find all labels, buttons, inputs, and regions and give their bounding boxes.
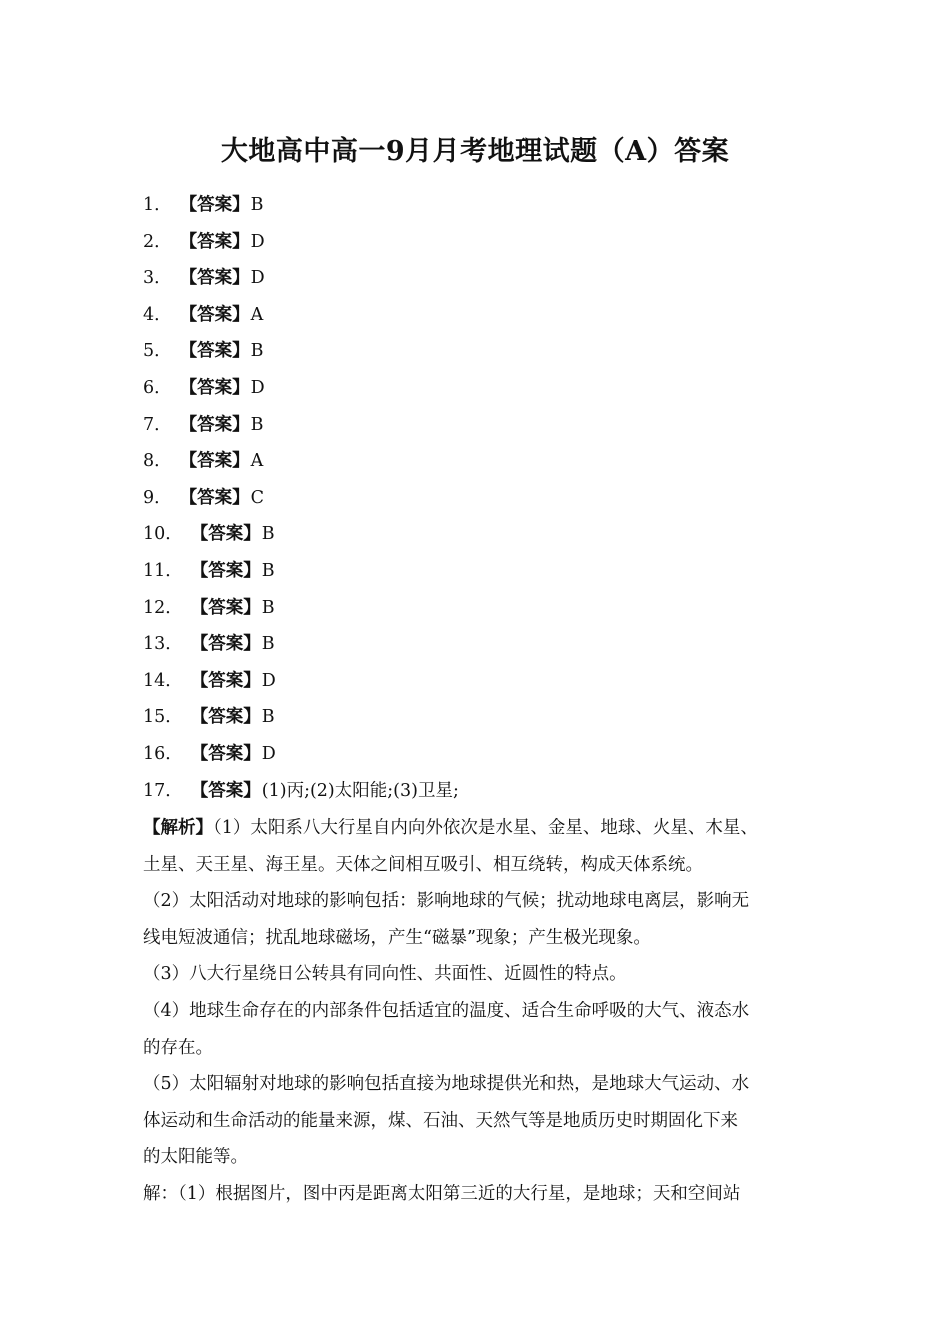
answer-list	[143, 190, 843, 812]
answer-tag: 【答案】	[190, 634, 261, 655]
analysis-line: 土星、天王星、海王星。天体之间相互吸引、相互绕转，构成天体系统。	[143, 854, 703, 875]
answer-tag: 【答案】	[179, 377, 250, 398]
answer-item	[143, 410, 843, 447]
answer-number: 3．	[143, 268, 172, 289]
answer-value: B	[261, 524, 275, 545]
answer-item	[143, 227, 843, 264]
answer-value: D	[250, 377, 265, 398]
answer-value: D	[250, 231, 265, 252]
answer-tag: 【答案】	[190, 707, 261, 728]
answer-number: 15．	[143, 707, 183, 728]
answer-value: (1)丙;(2)太阳能;(3)卫星;	[261, 780, 459, 801]
answer-value: D	[261, 670, 276, 691]
answer-value: A	[250, 451, 264, 472]
answer-number: 13．	[143, 634, 183, 655]
answer-tag: 【答案】	[190, 780, 261, 801]
analysis-line: （4）地球生命存在的内部条件包括适宜的温度、适合生命呼吸的大气、液态水	[143, 1000, 750, 1021]
answer-value: B	[261, 560, 275, 581]
answer-value: A	[250, 304, 264, 325]
analysis-line: 的存在。	[143, 1037, 213, 1058]
analysis-tag: 【解析】	[143, 818, 213, 838]
analysis-line: 体运动和生命活动的能量来源，煤、石油、天然气等是地质历史时期固化下来	[143, 1110, 738, 1131]
answer-value: C	[250, 487, 265, 508]
analysis-paragraph-4	[143, 993, 823, 1066]
answer-item	[143, 483, 843, 520]
answer-number: 4．	[143, 304, 172, 325]
analysis-paragraph-3	[143, 956, 823, 993]
answer-item	[143, 263, 843, 300]
answer-number: 5．	[143, 341, 172, 362]
answer-item	[143, 666, 843, 703]
answer-tag: 【答案】	[190, 560, 261, 581]
answer-tag: 【答案】	[179, 451, 250, 472]
answer-value: B	[261, 597, 275, 618]
answer-number: 6．	[143, 377, 172, 398]
answer-item	[143, 373, 843, 410]
answer-item	[143, 556, 843, 593]
analysis-line: （3）八大行星绕日公转具有同向性、共面性、近圆性的特点。	[143, 964, 627, 985]
analysis-line: （2）太阳活动对地球的影响包括：影响地球的气候；扰动地球电离层，影响无	[143, 891, 750, 912]
answer-tag: 【答案】	[179, 487, 250, 508]
answer-tag: 【答案】	[190, 597, 261, 618]
analysis-line	[143, 810, 823, 847]
answer-item	[143, 336, 843, 373]
solution-line: 解：（1）根据图片，图中丙是距离太阳第三近的大行星，是地球；天和空间站	[143, 1183, 741, 1204]
answer-number: 2．	[143, 231, 172, 252]
answer-item	[143, 776, 843, 813]
answer-item	[143, 300, 843, 337]
answer-tag: 【答案】	[190, 524, 261, 545]
answer-tag: 【答案】	[179, 231, 250, 252]
answer-value: B	[250, 341, 264, 362]
answer-number: 9．	[143, 487, 172, 508]
answer-value: D	[250, 268, 265, 289]
analysis-line: 线电短波通信；扰乱地球磁场，产生“磁暴”现象；产生极光现象。	[143, 927, 651, 948]
answer-value: D	[261, 743, 276, 764]
solution-paragraph	[143, 1176, 823, 1213]
answer-tag: 【答案】	[179, 195, 250, 215]
answer-item	[143, 702, 843, 739]
answer-tag: 【答案】	[190, 743, 261, 764]
answer-number: 7．	[143, 414, 172, 435]
analysis-paragraph-2	[143, 883, 823, 956]
analysis-paragraph-5	[143, 1066, 823, 1176]
analysis-line: 的太阳能等。	[143, 1147, 248, 1168]
answer-value: B	[261, 707, 275, 728]
answer-value: B	[250, 414, 264, 435]
answer-number: 8．	[143, 451, 172, 472]
answer-value: B	[261, 634, 275, 655]
answer-number: 14．	[143, 670, 183, 691]
answer-number: 16．	[143, 743, 183, 764]
answer-tag: 【答案】	[179, 341, 250, 362]
answer-number: 1．	[143, 195, 172, 215]
answer-value: B	[250, 195, 264, 215]
answer-tag: 【答案】	[179, 304, 250, 325]
answer-number: 10．	[143, 524, 183, 545]
answer-item	[143, 446, 843, 483]
answer-number: 12．	[143, 597, 183, 618]
answer-item	[143, 190, 843, 227]
answer-number: 11．	[143, 560, 183, 581]
answer-item	[143, 739, 843, 776]
analysis-section	[143, 810, 823, 1213]
analysis-paragraph-1	[143, 810, 823, 883]
page-title: 大地高中高一9月月考地理试题（A）答案	[220, 136, 730, 167]
analysis-line: （5）太阳辐射对地球的影响包括直接为地球提供光和热，是地球大气运动、水	[143, 1074, 750, 1095]
answer-number: 17．	[143, 780, 183, 801]
answer-tag: 【答案】	[179, 268, 250, 289]
analysis-text: （1）太阳系八大行星自内向外依次是水星、金星、地球、火星、木星、	[213, 818, 758, 838]
answer-tag: 【答案】	[179, 414, 250, 435]
answer-item	[143, 593, 843, 630]
answer-tag: 【答案】	[190, 670, 261, 691]
answer-item	[143, 629, 843, 666]
answer-item	[143, 519, 843, 556]
